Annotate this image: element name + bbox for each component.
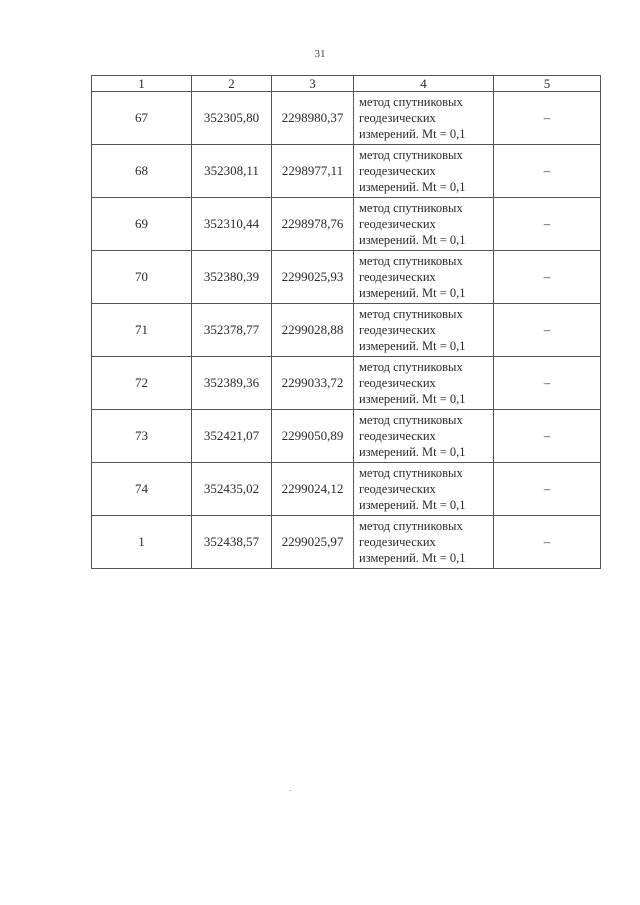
x-coordinate-cell: 352380,39 bbox=[192, 251, 272, 304]
point-number-cell: 67 bbox=[92, 92, 192, 145]
point-number-cell: 74 bbox=[92, 463, 192, 516]
y-coordinate-cell: 2298980,37 bbox=[272, 92, 354, 145]
table-row bbox=[92, 463, 601, 516]
method-line: измерений. Mt = 0,1 bbox=[359, 180, 466, 194]
method-line: метод спутниковых bbox=[359, 519, 463, 533]
method-cell bbox=[354, 92, 494, 145]
method-line: метод спутниковых bbox=[359, 307, 463, 321]
note-cell: – bbox=[494, 304, 601, 357]
method-line: геодезических bbox=[359, 323, 436, 337]
table-row bbox=[92, 92, 601, 145]
method-line: геодезических bbox=[359, 270, 436, 284]
method-line: метод спутниковых bbox=[359, 95, 463, 109]
method-cell bbox=[354, 516, 494, 569]
y-coordinate-cell: 2298978,76 bbox=[272, 198, 354, 251]
method-cell bbox=[354, 463, 494, 516]
note-cell: – bbox=[494, 92, 601, 145]
method-line: геодезических bbox=[359, 429, 436, 443]
header-col-5: 5 bbox=[494, 76, 601, 92]
method-line: метод спутниковых bbox=[359, 466, 463, 480]
table-row bbox=[92, 198, 601, 251]
point-number-cell: 73 bbox=[92, 410, 192, 463]
header-col-4: 4 bbox=[354, 76, 494, 92]
method-cell bbox=[354, 251, 494, 304]
y-coordinate-cell: 2299025,97 bbox=[272, 516, 354, 569]
method-cell bbox=[354, 198, 494, 251]
method-cell bbox=[354, 145, 494, 198]
method-line: метод спутниковых bbox=[359, 413, 463, 427]
x-coordinate-cell: 352378,77 bbox=[192, 304, 272, 357]
method-cell bbox=[354, 357, 494, 410]
method-line: геодезических bbox=[359, 535, 436, 549]
method-line: метод спутниковых bbox=[359, 148, 463, 162]
point-number-cell: 72 bbox=[92, 357, 192, 410]
method-line: измерений. Mt = 0,1 bbox=[359, 127, 466, 141]
note-cell: – bbox=[494, 463, 601, 516]
method-line: геодезических bbox=[359, 164, 436, 178]
method-line: измерений. Mt = 0,1 bbox=[359, 339, 466, 353]
x-coordinate-cell: 352308,11 bbox=[192, 145, 272, 198]
method-line: измерений. Mt = 0,1 bbox=[359, 551, 466, 565]
method-line: метод спутниковых bbox=[359, 254, 463, 268]
method-cell bbox=[354, 304, 494, 357]
table-row bbox=[92, 251, 601, 304]
header-col-2: 2 bbox=[192, 76, 272, 92]
note-cell: – bbox=[494, 516, 601, 569]
y-coordinate-cell: 2299025,93 bbox=[272, 251, 354, 304]
y-coordinate-cell: 2299033,72 bbox=[272, 357, 354, 410]
table-header bbox=[92, 76, 601, 92]
point-number-cell: 70 bbox=[92, 251, 192, 304]
method-line: метод спутниковых bbox=[359, 201, 463, 215]
header-col-3: 3 bbox=[272, 76, 354, 92]
x-coordinate-cell: 352305,80 bbox=[192, 92, 272, 145]
point-number-cell: 69 bbox=[92, 198, 192, 251]
scan-speck bbox=[290, 790, 291, 791]
x-coordinate-cell: 352438,57 bbox=[192, 516, 272, 569]
method-line: измерений. Mt = 0,1 bbox=[359, 498, 466, 512]
method-line: метод спутниковых bbox=[359, 360, 463, 374]
point-number-cell: 71 bbox=[92, 304, 192, 357]
method-line: измерений. Mt = 0,1 bbox=[359, 233, 466, 247]
table-row bbox=[92, 410, 601, 463]
table-row bbox=[92, 145, 601, 198]
table-body bbox=[92, 92, 601, 569]
point-number-cell: 1 bbox=[92, 516, 192, 569]
x-coordinate-cell: 352310,44 bbox=[192, 198, 272, 251]
method-cell bbox=[354, 410, 494, 463]
point-number-cell: 68 bbox=[92, 145, 192, 198]
note-cell: – bbox=[494, 251, 601, 304]
method-line: измерений. Mt = 0,1 bbox=[359, 392, 466, 406]
y-coordinate-cell: 2299028,88 bbox=[272, 304, 354, 357]
header-row bbox=[92, 76, 601, 92]
note-cell: – bbox=[494, 145, 601, 198]
x-coordinate-cell: 352389,36 bbox=[192, 357, 272, 410]
note-cell: – bbox=[494, 198, 601, 251]
note-cell: – bbox=[494, 410, 601, 463]
y-coordinate-cell: 2299024,12 bbox=[272, 463, 354, 516]
y-coordinate-cell: 2299050,89 bbox=[272, 410, 354, 463]
table-row bbox=[92, 357, 601, 410]
table-row bbox=[92, 516, 601, 569]
x-coordinate-cell: 352435,02 bbox=[192, 463, 272, 516]
method-line: геодезических bbox=[359, 482, 436, 496]
method-line: геодезических bbox=[359, 111, 436, 125]
coordinates-table bbox=[91, 75, 601, 569]
method-line: геодезических bbox=[359, 376, 436, 390]
x-coordinate-cell: 352421,07 bbox=[192, 410, 272, 463]
page-number: 31 bbox=[314, 48, 326, 60]
y-coordinate-cell: 2298977,11 bbox=[272, 145, 354, 198]
method-line: измерений. Mt = 0,1 bbox=[359, 445, 466, 459]
header-col-1: 1 bbox=[92, 76, 192, 92]
table-row bbox=[92, 304, 601, 357]
note-cell: – bbox=[494, 357, 601, 410]
method-line: геодезических bbox=[359, 217, 436, 231]
method-line: измерений. Mt = 0,1 bbox=[359, 286, 466, 300]
